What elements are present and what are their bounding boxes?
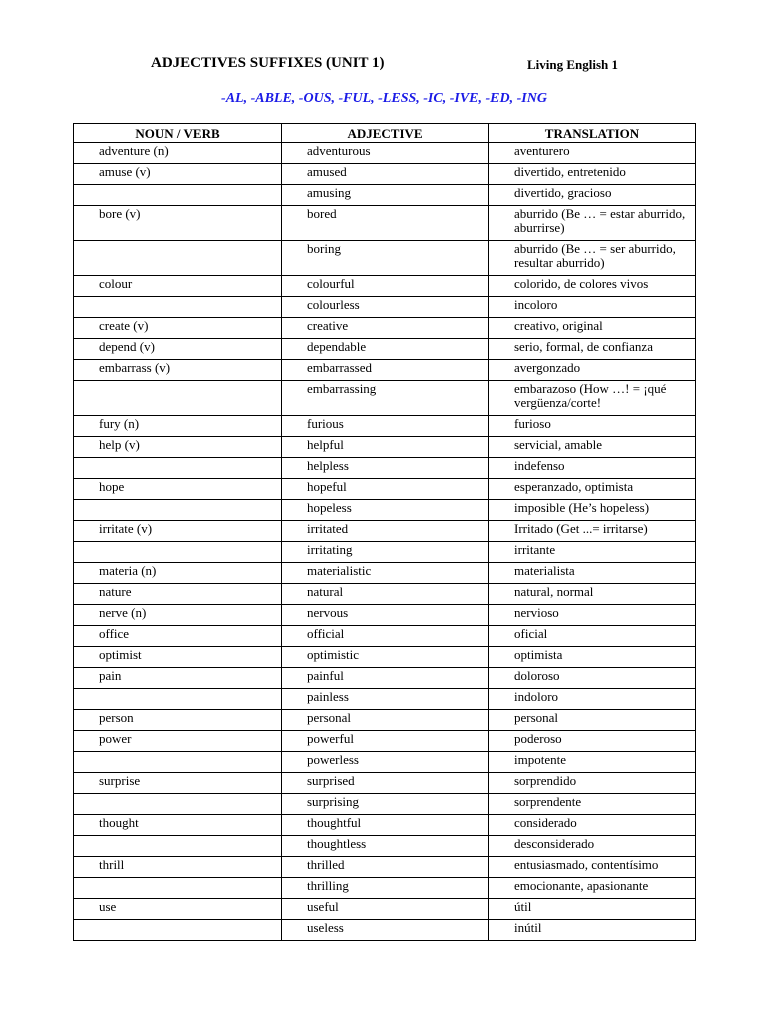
noun-verb-cell: power [74,731,282,752]
adjective-cell: thrilling [282,878,489,899]
noun-verb-cell: pain [74,668,282,689]
translation-cell: aburrido (Be … = estar aburrido, aburrirse) [489,206,696,241]
table-row [74,857,696,878]
table-row [74,731,696,752]
translation-cell: serio, formal, de confianza [489,339,696,360]
vocabulary-table [73,123,696,941]
table-row [74,605,696,626]
translation-cell: incoloro [489,297,696,318]
table-row [74,458,696,479]
table-row [74,339,696,360]
table-row [74,626,696,647]
translation-cell: personal [489,710,696,731]
adjective-cell: boring [282,241,489,276]
adjective-cell: helpless [282,458,489,479]
adjective-cell: dependable [282,339,489,360]
adjective-cell: colourless [282,297,489,318]
column-header-translation: TRANSLATION [489,124,696,143]
table-row [74,297,696,318]
noun-verb-cell [74,878,282,899]
adjective-cell: irritated [282,521,489,542]
adjective-cell: optimistic [282,647,489,668]
table-header-row [74,124,696,143]
table-row [74,143,696,164]
noun-verb-cell: adventure (n) [74,143,282,164]
table-row [74,815,696,836]
noun-verb-cell [74,297,282,318]
table-row [74,878,696,899]
suffix-list: -AL, -ABLE, -OUS, -FUL, -LESS, -IC, -IVE, -ED, -ING [221,91,547,106]
translation-cell: desconsiderado [489,836,696,857]
translation-cell: considerado [489,815,696,836]
noun-verb-cell: fury (n) [74,416,282,437]
translation-cell: poderoso [489,731,696,752]
translation-cell: natural, normal [489,584,696,605]
table-row [74,752,696,773]
noun-verb-cell: person [74,710,282,731]
noun-verb-cell [74,836,282,857]
noun-verb-cell [74,458,282,479]
translation-cell: entusiasmado, contentísimo [489,857,696,878]
translation-cell: oficial [489,626,696,647]
adjective-cell: thoughtful [282,815,489,836]
table-row [74,794,696,815]
adjective-cell: furious [282,416,489,437]
table-row [74,437,696,458]
table-row [74,360,696,381]
table-row [74,241,696,276]
translation-cell: impotente [489,752,696,773]
adjective-cell: hopeless [282,500,489,521]
translation-cell: doloroso [489,668,696,689]
translation-cell: sorprendente [489,794,696,815]
noun-verb-cell [74,920,282,941]
noun-verb-cell [74,542,282,563]
table-row [74,500,696,521]
adjective-cell: painful [282,668,489,689]
adjective-cell: useless [282,920,489,941]
adjective-cell: useful [282,899,489,920]
translation-cell: imposible (He’s hopeless) [489,500,696,521]
adjective-cell: helpful [282,437,489,458]
translation-cell: divertido, entretenido [489,164,696,185]
adjective-cell: adventurous [282,143,489,164]
noun-verb-cell [74,500,282,521]
noun-verb-cell: surprise [74,773,282,794]
noun-verb-cell: embarrass (v) [74,360,282,381]
adjective-cell: colourful [282,276,489,297]
page-title: ADJECTIVES SUFFIXES (UNIT 1) [151,55,385,71]
adjective-cell: thoughtless [282,836,489,857]
adjective-cell: painless [282,689,489,710]
noun-verb-cell: bore (v) [74,206,282,241]
adjective-cell: surprising [282,794,489,815]
adjective-cell: amusing [282,185,489,206]
translation-cell: sorprendido [489,773,696,794]
noun-verb-cell: materia (n) [74,563,282,584]
adjective-cell: natural [282,584,489,605]
adjective-cell: powerless [282,752,489,773]
table-row [74,479,696,500]
translation-cell: irritante [489,542,696,563]
noun-verb-cell: irritate (v) [74,521,282,542]
translation-cell: optimista [489,647,696,668]
table-row [74,668,696,689]
adjective-cell: irritating [282,542,489,563]
translation-cell: Irritado (Get ...= irritarse) [489,521,696,542]
noun-verb-cell [74,689,282,710]
translation-cell: creativo, original [489,318,696,339]
translation-cell: esperanzado, optimista [489,479,696,500]
adjective-cell: official [282,626,489,647]
translation-cell: furioso [489,416,696,437]
noun-verb-cell: depend (v) [74,339,282,360]
adjective-cell: amused [282,164,489,185]
adjective-cell: embarrassing [282,381,489,416]
adjective-cell: creative [282,318,489,339]
noun-verb-cell [74,241,282,276]
adjective-cell: thrilled [282,857,489,878]
noun-verb-cell: office [74,626,282,647]
noun-verb-cell: create (v) [74,318,282,339]
translation-cell: útil [489,899,696,920]
table-row [74,542,696,563]
table-row [74,185,696,206]
column-header-adjective: ADJECTIVE [282,124,489,143]
table-row [74,206,696,241]
translation-cell: avergonzado [489,360,696,381]
adjective-cell: embarrassed [282,360,489,381]
table-row [74,920,696,941]
translation-cell: emocionante, apasionante [489,878,696,899]
table-row [74,563,696,584]
translation-cell: aburrido (Be … = ser aburrido, resultar aburrido) [489,241,696,276]
translation-cell: colorido, de colores vivos [489,276,696,297]
noun-verb-cell: thrill [74,857,282,878]
translation-cell: divertido, gracioso [489,185,696,206]
adjective-cell: nervous [282,605,489,626]
table-row [74,164,696,185]
noun-verb-cell [74,794,282,815]
table-row [74,416,696,437]
translation-cell: embarazoso (How …! = ¡qué vergüenza/corte! [489,381,696,416]
adjective-cell: personal [282,710,489,731]
table-row [74,276,696,297]
adjective-cell: hopeful [282,479,489,500]
translation-cell: nervioso [489,605,696,626]
table-row [74,899,696,920]
translation-cell: indoloro [489,689,696,710]
table-row [74,318,696,339]
table-row [74,381,696,416]
table-row [74,710,696,731]
noun-verb-cell: thought [74,815,282,836]
table-row [74,773,696,794]
table-row [74,521,696,542]
translation-cell: materialista [489,563,696,584]
noun-verb-cell: nerve (n) [74,605,282,626]
noun-verb-cell [74,752,282,773]
adjective-cell: surprised [282,773,489,794]
book-title: Living English 1 [527,57,619,72]
table-row [74,689,696,710]
adjective-cell: bored [282,206,489,241]
adjective-cell: powerful [282,731,489,752]
noun-verb-cell [74,381,282,416]
translation-cell: inútil [489,920,696,941]
adjective-cell: materialistic [282,563,489,584]
table-row [74,647,696,668]
noun-verb-cell: nature [74,584,282,605]
translation-cell: aventurero [489,143,696,164]
noun-verb-cell: colour [74,276,282,297]
translation-cell: indefenso [489,458,696,479]
table-row [74,836,696,857]
table-row [74,584,696,605]
noun-verb-cell: optimist [74,647,282,668]
noun-verb-cell: help (v) [74,437,282,458]
noun-verb-cell: hope [74,479,282,500]
column-header-noun-verb: NOUN / VERB [74,124,282,143]
noun-verb-cell: use [74,899,282,920]
noun-verb-cell [74,185,282,206]
translation-cell: servicial, amable [489,437,696,458]
noun-verb-cell: amuse (v) [74,164,282,185]
